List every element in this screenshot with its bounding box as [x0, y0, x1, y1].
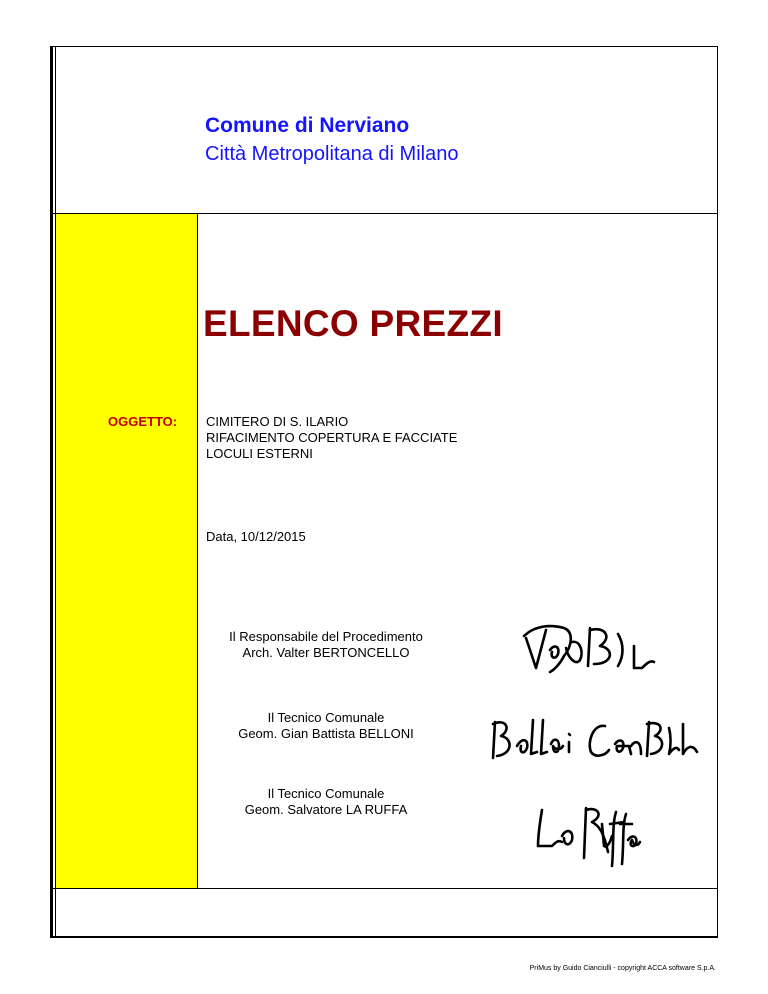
- signatory-block: [196, 786, 456, 818]
- signatory-block: [196, 629, 456, 661]
- document-date: Data, 10/12/2015: [206, 529, 306, 544]
- signature-image: [520, 620, 665, 680]
- signatory-role: Il Responsabile del Procedimento: [229, 629, 423, 644]
- subject-text: [206, 414, 457, 462]
- signatory-name: Geom. Gian Battista BELLONI: [238, 726, 414, 741]
- subject-line: RIFACIMENTO COPERTURA E FACCIATE: [206, 430, 458, 445]
- signatory-role: Il Tecnico Comunale: [267, 710, 385, 725]
- footer-divider: [50, 888, 718, 889]
- metro-city-name: Città Metropolitana di Milano: [205, 143, 459, 165]
- software-credit: PriMus by Guido Cianciulli - copyright ACCA software S.p.A.: [529, 965, 716, 972]
- signatory-block: [196, 710, 456, 742]
- document-title: ELENCO PREZZI: [203, 303, 503, 344]
- subject-line: CIMITERO DI S. ILARIO: [206, 414, 349, 429]
- signature-image: [487, 716, 702, 764]
- signature-image: [532, 800, 642, 870]
- frame-right-line: [717, 46, 718, 938]
- frame-top-line: [50, 46, 718, 47]
- signatory-name: Geom. Salvatore LA RUFFA: [244, 802, 408, 817]
- subject-line: LOCULI ESTERNI: [206, 446, 313, 461]
- frame-left-line-outer: [50, 46, 53, 938]
- signatory-role: Il Tecnico Comunale: [267, 786, 385, 801]
- subject-label: OGGETTO:: [108, 414, 178, 429]
- side-band: [56, 214, 197, 888]
- frame-bottom-line: [50, 936, 718, 938]
- municipality-name: Comune di Nerviano: [205, 114, 410, 137]
- signatory-name: Arch. Valter BERTONCELLO: [242, 645, 410, 660]
